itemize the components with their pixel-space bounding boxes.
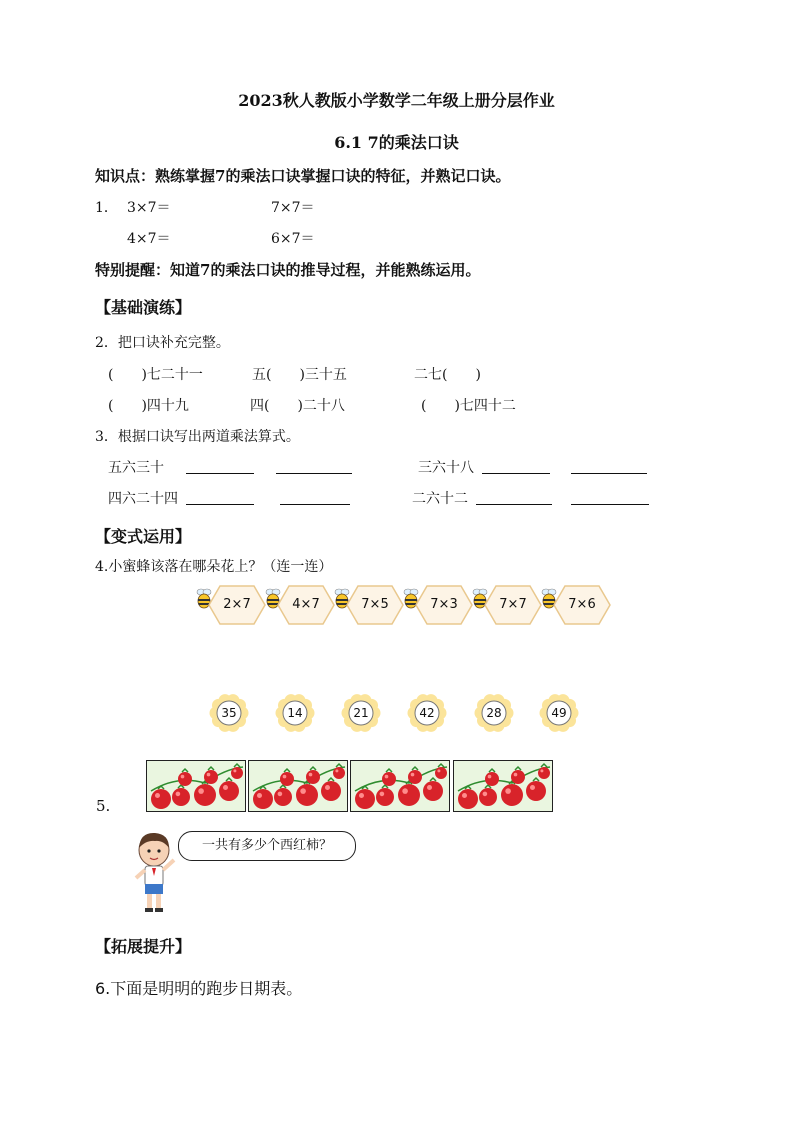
page-title: 2023秋人教版小学数学二年级上册分层作业: [238, 91, 555, 110]
flower-target[interactable]: [539, 693, 579, 733]
flower-target[interactable]: [341, 693, 381, 733]
flower-number: 49: [551, 706, 567, 720]
q2-row2-item-2: 四( )二十八: [250, 398, 345, 414]
answer-blank[interactable]: [186, 504, 254, 505]
flower-target[interactable]: [407, 693, 447, 733]
answer-blank[interactable]: [476, 504, 552, 505]
q1-number: 1．: [95, 200, 118, 216]
knowledge-point: 知识点：熟练掌握7的乘法口诀掌握口诀的特征，并熟记口诀。: [95, 167, 511, 185]
q4-prompt: 4.小蜜蜂该落在哪朵花上？（连一连）: [95, 559, 333, 575]
flower-target[interactable]: [209, 693, 249, 733]
bee-hexagon[interactable]: [415, 585, 473, 625]
q2-row2-item-3: ( )七四十二: [421, 398, 516, 414]
answer-blank[interactable]: [276, 473, 352, 474]
flower-number: 28: [486, 706, 502, 720]
boy-illustration: [128, 828, 180, 914]
answer-blank[interactable]: [482, 473, 550, 474]
q1-item-2: 7×7＝: [271, 200, 315, 216]
q3-item-3: 四六二十四: [108, 491, 178, 507]
special-reminder: 特别提醒：知道7的乘法口诀的推导过程，并能熟练运用。: [95, 261, 481, 279]
bee-expression: 7×5: [361, 597, 389, 612]
section-basic: 【基础演练】: [95, 298, 192, 317]
q1-item-3: 4×7＝: [127, 231, 171, 247]
tomato-box: [248, 760, 348, 812]
section-extend: 【拓展提升】: [95, 937, 192, 956]
q2-row1-item-2: 五( )三十五: [252, 367, 347, 383]
bee-expression: 7×6: [568, 597, 596, 612]
q2-row1-item-3: 二七( ): [414, 367, 481, 383]
answer-blank[interactable]: [186, 473, 254, 474]
flower-number: 21: [353, 706, 369, 720]
bee-expression: 7×3: [430, 597, 458, 612]
q1-item-4: 6×7＝: [271, 231, 315, 247]
tomato-box: [453, 760, 553, 812]
flower-number: 14: [287, 706, 303, 720]
bee-expression: 2×7: [223, 597, 251, 612]
flower-target[interactable]: [275, 693, 315, 733]
answer-blank[interactable]: [571, 473, 647, 474]
page-subtitle: 6.1 7的乘法口诀: [334, 133, 459, 152]
bee-hexagon[interactable]: [484, 585, 542, 625]
bee-hexagon[interactable]: [346, 585, 404, 625]
tomato-box: [350, 760, 450, 812]
speech-bubble: 一共有多少个西红柿？: [178, 831, 356, 861]
q3-item-1: 五六三十: [108, 460, 164, 476]
q2-row2-item-1: ( )四十九: [108, 398, 189, 414]
flower-number: 42: [419, 706, 435, 720]
q2-row1-item-1: ( )七二十一: [108, 367, 203, 383]
bee-hexagon[interactable]: [208, 585, 266, 625]
q1-item-1: 3×7＝: [127, 200, 171, 216]
q5-number: 5.: [96, 797, 111, 815]
bee-hexagon[interactable]: [553, 585, 611, 625]
answer-blank[interactable]: [571, 504, 649, 505]
q3-item-4: 二六十二: [412, 491, 468, 507]
tomato-box: [146, 760, 246, 812]
q3-prompt: 3．根据口诀写出两道乘法算式。: [95, 429, 300, 445]
bee-expression: 4×7: [292, 597, 320, 612]
q6-prompt: 6.下面是明明的跑步日期表。: [95, 979, 303, 998]
q2-prompt: 2．把口诀补充完整。: [95, 335, 230, 351]
flower-target[interactable]: [474, 693, 514, 733]
flower-number: 35: [221, 706, 237, 720]
section-variant: 【变式运用】: [95, 527, 192, 546]
bee-expression: 7×7: [499, 597, 527, 612]
q3-item-2: 三六十八: [418, 460, 474, 476]
bee-hexagon[interactable]: [277, 585, 335, 625]
answer-blank[interactable]: [280, 504, 350, 505]
